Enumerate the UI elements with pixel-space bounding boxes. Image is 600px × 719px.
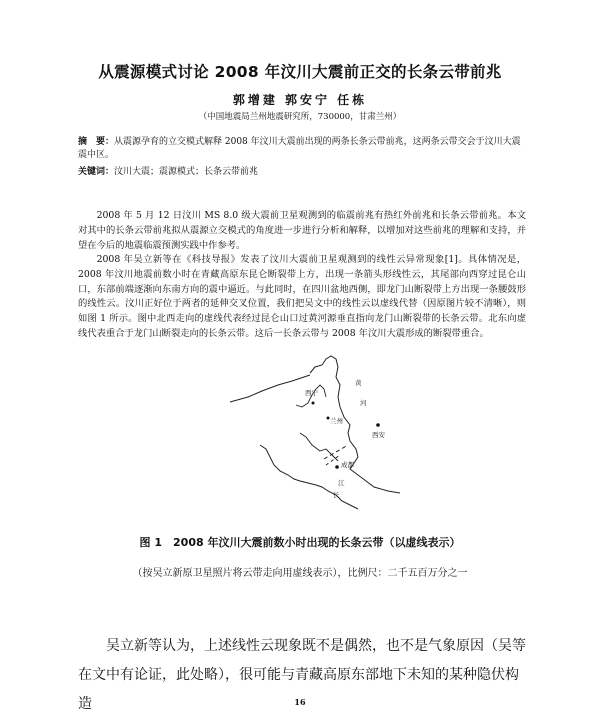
label-he: 河	[360, 399, 367, 407]
authors: 郭增建 郭安宁 任栋	[232, 93, 368, 107]
city-marker-chengdu	[335, 465, 339, 469]
map-region-outline	[310, 356, 400, 493]
paragraph-1: 2008 年 5 月 12 日汶川 MS 8.0 级大震前卫星观测到的临震前兆有热红外前兆和长条云带前兆。本文对其中的长条云带前兆拟从震源立交模式的角度进一步进行分析和解释，以增加对这些前兆的理解和支持，并望在今后的地震临震预测实践中作参考。	[78, 210, 526, 251]
cloud-band-nw	[324, 445, 348, 459]
map-boundary-west	[230, 375, 310, 402]
affiliation: （中国地震局兰州地震研究所，730000，甘肃兰州）	[198, 112, 402, 122]
figure-note: （按吴立新原卫星照片将云带走向用虚线表示），比例尺：二千五百万分之一	[132, 568, 468, 579]
label-chengdu: 成都	[341, 461, 354, 469]
keywords	[78, 166, 526, 179]
map-river-middle	[300, 433, 338, 461]
label-jiang: 江	[338, 479, 345, 487]
label-chang: 长	[333, 491, 340, 499]
label-lanzhou: 兰州	[330, 417, 343, 425]
figure-map	[200, 345, 410, 515]
map-river-south	[260, 445, 358, 509]
label-huang: 黄	[355, 379, 362, 387]
abstract-text: 从震源孕育的立交模式解释 2008 年汶川大震前出现的两条长条云带前兆，这两条云带交会于汶川大震震中区。	[78, 137, 521, 160]
figure-caption: 图 1 2008 年汶川大震前数小时出现的长条云带（以虚线表示）	[139, 536, 461, 549]
paragraph-2: 2008 年吴立新等在《科技导报》发表了汶川大震前卫星观测到的线性云异常现象[1]。具体情况是，2008 年汶川地震前数小时在青藏高原东昆仑断裂带上方，出现一条箭头形线性云，其尾部向西穿过昆仑山口，东部前端逐渐向东南方向的震中逼近。与此同时，在四川盆地西侧，即龙门山断裂带上方出现一条腰鼓形的线性云。汶川正好位于两者的延伸交叉位置，我们把吴文中的线性云以虚线代替（因原图片较不清晰），则如图 1 所示。图中北西走向的虚线代表经过昆仑山口过黄河源垂直指向龙门山断裂带的长条云带。北东向虚线代表重合于龙门山断裂走向的长条云带。这后一长条云带与 2008 年汶川大震形成的断裂带重合。	[78, 254, 526, 339]
label-xian: 西安	[372, 431, 385, 439]
keywords-text: 汶川大震；震源模式；长条云带前兆	[114, 167, 259, 177]
abstract	[78, 136, 526, 162]
paper-title: 从震源模式讨论 2008 年汶川大震前正交的长条云带前兆	[98, 63, 502, 81]
label-xining: 西宁	[305, 389, 318, 397]
abstract-label: 摘 要：	[78, 137, 115, 147]
city-marker-xining	[312, 402, 315, 405]
city-marker-xian	[376, 423, 380, 427]
page-number: 16	[294, 697, 306, 707]
keywords-label: 关键词：	[78, 167, 115, 177]
body-paragraph: 吴立新等认为，上述线性云现象既不是偶然，也不是气象原因（吴等在文中有论证，此处略），很可能与青藏高原东部地下未知的某种隐伏构造	[78, 638, 526, 712]
